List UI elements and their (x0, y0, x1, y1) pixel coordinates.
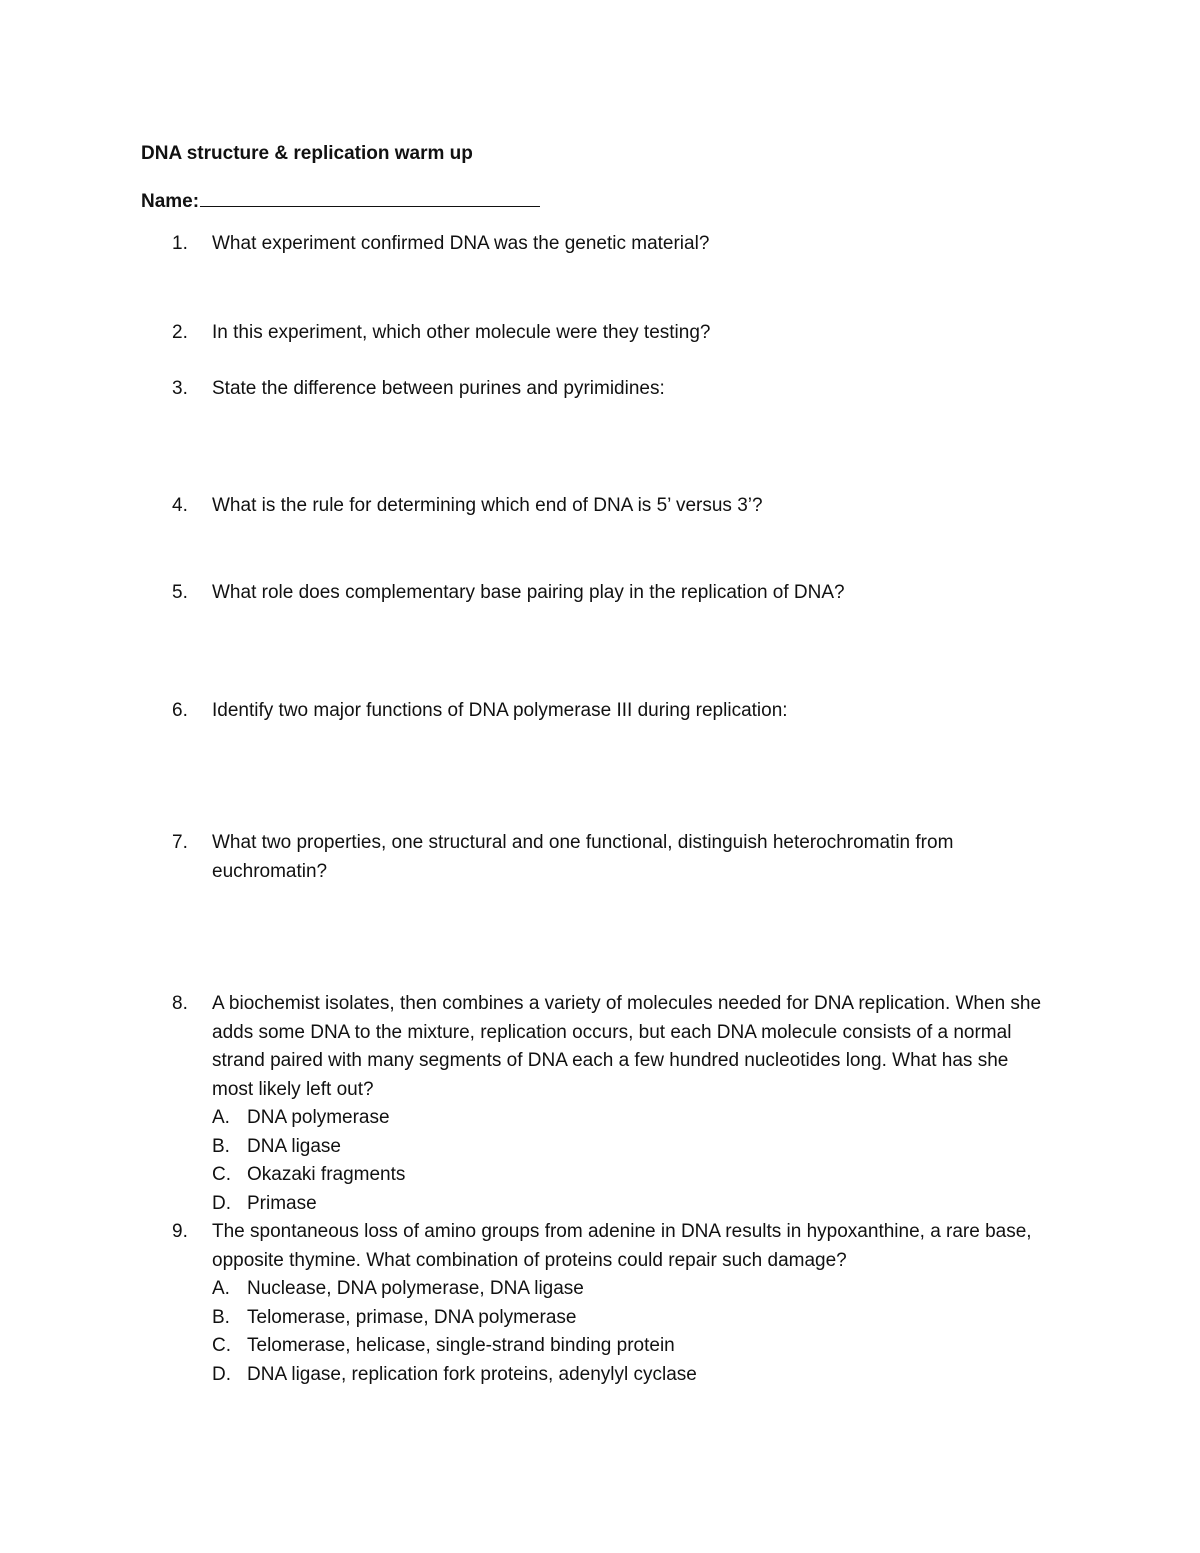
question-text: What is the rule for determining which end of DNA is 5’ versus 3’? (212, 495, 763, 516)
question-3 (172, 375, 1072, 404)
question-2 (172, 319, 1072, 348)
answer-options (172, 1104, 1052, 1218)
question-4 (172, 492, 1072, 521)
question-text: What experiment confirmed DNA was the genetic material? (212, 233, 710, 254)
option-d[interactable] (172, 1190, 1052, 1219)
question-number: 5. (172, 582, 188, 603)
option-letter: D. (212, 1363, 231, 1385)
option-letter: A. (212, 1107, 230, 1128)
option-letter: B. (212, 1135, 230, 1157)
option-text: DNA polymerase (247, 1107, 390, 1128)
question-5 (172, 579, 1072, 608)
option-d[interactable] (172, 1361, 1067, 1390)
question-text: Identify two major functions of DNA polymerase III during replication: (212, 700, 788, 721)
option-letter: D. (212, 1192, 231, 1214)
question-text: The spontaneous loss of amino groups from adenine in DNA results in hypoxanthine, a rare base, opposite thymine. What combination of proteins could repair such damage? (212, 1221, 1032, 1271)
answer-options (172, 1275, 1067, 1389)
option-b[interactable] (172, 1133, 1052, 1162)
question-number: 3. (172, 378, 188, 399)
question-6 (172, 697, 1072, 726)
option-text: Telomerase, helicase, single-strand binding protein (247, 1335, 675, 1356)
option-a[interactable] (172, 1104, 1052, 1133)
question-number: 6. (172, 700, 188, 721)
page-title: DNA structure & replication warm up (141, 143, 473, 164)
question-text: In this experiment, which other molecule were they testing? (212, 322, 711, 343)
option-letter: A. (212, 1278, 230, 1299)
question-number: 1. (172, 233, 188, 254)
option-c[interactable] (172, 1161, 1052, 1190)
option-text: DNA ligase, replication fork proteins, adenylyl cyclase (247, 1363, 697, 1385)
option-a[interactable] (172, 1275, 1067, 1304)
option-letter: C. (212, 1164, 231, 1185)
question-number: 2. (172, 322, 188, 343)
option-b[interactable] (172, 1304, 1067, 1333)
question-number: 9. (172, 1221, 188, 1242)
question-8 (172, 990, 1052, 1218)
option-text: DNA ligase (247, 1135, 341, 1157)
question-number: 7. (172, 832, 188, 853)
name-label: Name: (141, 191, 200, 212)
question-text: A biochemist isolates, then combines a variety of molecules needed for DNA replication. When she adds some DNA to the mixture, replication occurs, but each DNA molecule consists of a normal strand paired with many segments of DNA each a few hundred nucleotides long. What has she most likely left out? (212, 993, 1042, 1100)
question-7 (172, 829, 1032, 886)
option-text: Nuclease, DNA polymerase, DNA ligase (247, 1278, 584, 1299)
question-1 (172, 230, 1072, 259)
question-text: What role does complementary base pairing play in the replication of DNA? (212, 582, 845, 603)
option-text: Telomerase, primase, DNA polymerase (247, 1306, 577, 1328)
option-letter: C. (212, 1335, 231, 1356)
option-c[interactable] (172, 1332, 1067, 1361)
name-field (141, 188, 540, 213)
option-text: Okazaki fragments (247, 1164, 406, 1185)
question-9 (172, 1218, 1067, 1389)
question-text: What two properties, one structural and one functional, distinguish heterochromatin from euchromatin? (212, 832, 954, 882)
question-number: 4. (172, 495, 188, 516)
question-number: 8. (172, 993, 188, 1014)
question-text: State the difference between purines and pyrimidines: (212, 378, 665, 399)
name-blank-line[interactable] (200, 188, 540, 207)
option-letter: B. (212, 1306, 230, 1328)
option-text: Primase (247, 1192, 317, 1214)
